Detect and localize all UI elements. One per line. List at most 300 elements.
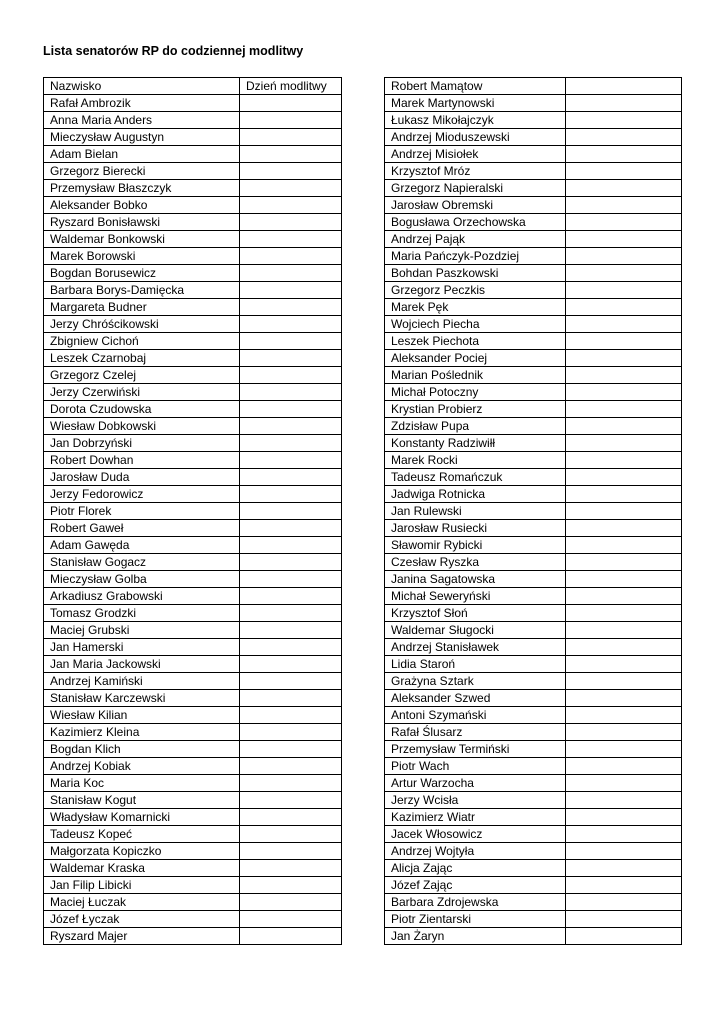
senator-name-cell: Marek Martynowski bbox=[385, 95, 566, 112]
table-row bbox=[44, 401, 342, 418]
senator-name-cell: Rafał Ambrozik bbox=[44, 95, 240, 112]
senator-name-cell: Ryszard Majer bbox=[44, 928, 240, 945]
table-row bbox=[44, 146, 342, 163]
prayer-day-cell bbox=[566, 503, 682, 520]
table-row bbox=[44, 673, 342, 690]
senator-name-cell: Antoni Szymański bbox=[385, 707, 566, 724]
table-row bbox=[44, 690, 342, 707]
senator-name-cell: Zbigniew Cichoń bbox=[44, 333, 240, 350]
prayer-day-cell bbox=[566, 792, 682, 809]
table-row bbox=[385, 146, 682, 163]
prayer-day-cell bbox=[566, 214, 682, 231]
prayer-day-cell bbox=[566, 180, 682, 197]
table-row bbox=[385, 316, 682, 333]
table-row bbox=[44, 503, 342, 520]
prayer-day-cell bbox=[240, 775, 342, 792]
senator-name-cell: Wiesław Dobkowski bbox=[44, 418, 240, 435]
prayer-day-cell bbox=[566, 673, 682, 690]
prayer-day-cell bbox=[566, 197, 682, 214]
prayer-day-cell bbox=[566, 316, 682, 333]
senator-name-cell: Jan Dobrzyński bbox=[44, 435, 240, 452]
senator-name-cell: Marian Poślednik bbox=[385, 367, 566, 384]
senator-name-cell: Lidia Staroń bbox=[385, 656, 566, 673]
senator-name-cell: Marek Borowski bbox=[44, 248, 240, 265]
prayer-day-cell bbox=[240, 928, 342, 945]
prayer-day-cell bbox=[566, 350, 682, 367]
senator-name-cell: Waldemar Bonkowski bbox=[44, 231, 240, 248]
prayer-day-cell bbox=[240, 605, 342, 622]
senator-name-cell: Kazimierz Wiatr bbox=[385, 809, 566, 826]
senator-name-cell: Artur Warzocha bbox=[385, 775, 566, 792]
table-row bbox=[44, 452, 342, 469]
prayer-day-cell bbox=[240, 622, 342, 639]
senator-name-cell: Aleksander Szwed bbox=[385, 690, 566, 707]
prayer-day-cell bbox=[566, 282, 682, 299]
prayer-day-cell bbox=[240, 401, 342, 418]
prayer-day-cell bbox=[240, 894, 342, 911]
prayer-day-cell bbox=[240, 435, 342, 452]
table-row bbox=[385, 452, 682, 469]
senator-name-cell: Jerzy Fedorowicz bbox=[44, 486, 240, 503]
senator-name-cell: Władysław Komarnicki bbox=[44, 809, 240, 826]
senator-name-cell: Jarosław Duda bbox=[44, 469, 240, 486]
prayer-day-cell bbox=[566, 163, 682, 180]
senator-name-cell: Kazimierz Kleina bbox=[44, 724, 240, 741]
prayer-day-cell bbox=[240, 724, 342, 741]
prayer-day-column-header: Dzień modlitwy bbox=[240, 78, 342, 95]
prayer-day-cell bbox=[566, 435, 682, 452]
prayer-day-cell bbox=[566, 384, 682, 401]
senator-name-cell: Andrzej Mioduszewski bbox=[385, 129, 566, 146]
prayer-day-cell bbox=[240, 520, 342, 537]
prayer-day-cell bbox=[240, 112, 342, 129]
prayer-day-cell bbox=[566, 775, 682, 792]
senator-name-cell: Jerzy Chróścikowski bbox=[44, 316, 240, 333]
senators-table-right bbox=[384, 77, 682, 945]
prayer-day-cell bbox=[566, 758, 682, 775]
senator-name-cell: Maciej Grubski bbox=[44, 622, 240, 639]
prayer-day-cell bbox=[240, 554, 342, 571]
senator-name-cell: Bohdan Paszkowski bbox=[385, 265, 566, 282]
table-row bbox=[385, 877, 682, 894]
prayer-day-cell bbox=[566, 299, 682, 316]
table-row bbox=[44, 656, 342, 673]
prayer-day-cell bbox=[566, 112, 682, 129]
table-row bbox=[44, 316, 342, 333]
prayer-day-cell bbox=[240, 571, 342, 588]
table-row bbox=[385, 384, 682, 401]
senators-table-left-body bbox=[44, 78, 342, 945]
table-row bbox=[44, 724, 342, 741]
prayer-day-cell bbox=[240, 860, 342, 877]
table-row bbox=[385, 775, 682, 792]
prayer-day-cell bbox=[566, 656, 682, 673]
prayer-day-cell bbox=[566, 877, 682, 894]
prayer-day-cell bbox=[566, 826, 682, 843]
table-row bbox=[44, 129, 342, 146]
senator-name-cell: Janina Sagatowska bbox=[385, 571, 566, 588]
prayer-day-cell bbox=[566, 554, 682, 571]
table-row bbox=[385, 826, 682, 843]
prayer-day-cell bbox=[566, 894, 682, 911]
prayer-day-cell bbox=[566, 129, 682, 146]
prayer-day-cell bbox=[240, 741, 342, 758]
senator-name-cell: Łukasz Mikołajczyk bbox=[385, 112, 566, 129]
table-row bbox=[44, 588, 342, 605]
prayer-day-cell bbox=[566, 860, 682, 877]
senator-name-cell: Marek Pęk bbox=[385, 299, 566, 316]
senator-name-cell: Andrzej Kobiak bbox=[44, 758, 240, 775]
senator-name-cell: Grzegorz Czelej bbox=[44, 367, 240, 384]
senator-name-cell: Alicja Zając bbox=[385, 860, 566, 877]
table-row bbox=[44, 792, 342, 809]
table-row bbox=[44, 95, 342, 112]
table-row bbox=[385, 758, 682, 775]
prayer-day-cell bbox=[566, 843, 682, 860]
table-row bbox=[385, 367, 682, 384]
table-row bbox=[385, 537, 682, 554]
prayer-day-cell bbox=[240, 248, 342, 265]
table-row bbox=[44, 520, 342, 537]
table-row bbox=[44, 843, 342, 860]
table-row bbox=[385, 112, 682, 129]
senator-name-cell: Stanisław Kogut bbox=[44, 792, 240, 809]
prayer-day-cell bbox=[240, 843, 342, 860]
table-row bbox=[44, 537, 342, 554]
senator-name-cell: Margareta Budner bbox=[44, 299, 240, 316]
senator-name-cell: Andrzej Misiołek bbox=[385, 146, 566, 163]
prayer-day-cell bbox=[566, 588, 682, 605]
prayer-day-cell bbox=[566, 486, 682, 503]
table-row bbox=[385, 265, 682, 282]
prayer-day-cell bbox=[240, 656, 342, 673]
table-row bbox=[44, 248, 342, 265]
senator-name-cell: Jarosław Obremski bbox=[385, 197, 566, 214]
table-row bbox=[385, 673, 682, 690]
table-row bbox=[44, 469, 342, 486]
senator-name-cell: Ryszard Bonisławski bbox=[44, 214, 240, 231]
table-row bbox=[44, 622, 342, 639]
senators-table-left bbox=[43, 77, 342, 945]
senator-name-cell: Stanisław Karczewski bbox=[44, 690, 240, 707]
prayer-day-cell bbox=[240, 503, 342, 520]
table-row bbox=[385, 792, 682, 809]
senator-name-cell: Maciej Łuczak bbox=[44, 894, 240, 911]
senator-name-cell: Michał Potoczny bbox=[385, 384, 566, 401]
senators-table-right-body bbox=[385, 78, 682, 945]
table-row bbox=[385, 928, 682, 945]
prayer-day-cell bbox=[240, 588, 342, 605]
prayer-day-cell bbox=[240, 690, 342, 707]
senator-name-cell: Bogdan Klich bbox=[44, 741, 240, 758]
table-row bbox=[385, 129, 682, 146]
table-row bbox=[44, 197, 342, 214]
table-row bbox=[44, 860, 342, 877]
prayer-day-cell bbox=[240, 333, 342, 350]
senator-name-cell: Anna Maria Anders bbox=[44, 112, 240, 129]
prayer-day-cell bbox=[240, 486, 342, 503]
table-row bbox=[385, 231, 682, 248]
prayer-day-cell bbox=[240, 265, 342, 282]
senator-name-cell: Krystian Probierz bbox=[385, 401, 566, 418]
table-row bbox=[44, 282, 342, 299]
prayer-day-cell bbox=[240, 197, 342, 214]
prayer-day-cell bbox=[240, 367, 342, 384]
prayer-day-cell bbox=[566, 809, 682, 826]
senator-name-cell: Mieczysław Golba bbox=[44, 571, 240, 588]
prayer-day-cell bbox=[240, 163, 342, 180]
prayer-day-cell bbox=[566, 248, 682, 265]
senator-name-cell: Grzegorz Bierecki bbox=[44, 163, 240, 180]
prayer-day-cell bbox=[566, 265, 682, 282]
table-row bbox=[44, 894, 342, 911]
senator-name-cell: Barbara Borys-Damięcka bbox=[44, 282, 240, 299]
table-row bbox=[385, 622, 682, 639]
prayer-day-cell bbox=[566, 622, 682, 639]
prayer-day-cell bbox=[566, 537, 682, 554]
senator-name-cell: Andrzej Wojtyła bbox=[385, 843, 566, 860]
table-row bbox=[44, 571, 342, 588]
table-row bbox=[44, 605, 342, 622]
prayer-day-cell bbox=[566, 571, 682, 588]
table-row bbox=[385, 214, 682, 231]
table-row bbox=[44, 333, 342, 350]
table-row bbox=[44, 741, 342, 758]
table-row bbox=[385, 180, 682, 197]
table-row bbox=[44, 911, 342, 928]
prayer-day-cell bbox=[566, 78, 682, 95]
table-row bbox=[385, 350, 682, 367]
prayer-day-cell bbox=[566, 911, 682, 928]
senator-name-cell: Tadeusz Kopeć bbox=[44, 826, 240, 843]
senator-name-cell: Bogdan Borusewicz bbox=[44, 265, 240, 282]
table-row bbox=[44, 639, 342, 656]
table-row bbox=[385, 656, 682, 673]
prayer-day-cell bbox=[566, 928, 682, 945]
table-row bbox=[385, 843, 682, 860]
senator-name-cell: Dorota Czudowska bbox=[44, 401, 240, 418]
senator-name-cell: Arkadiusz Grabowski bbox=[44, 588, 240, 605]
senator-name-cell: Leszek Czarnobaj bbox=[44, 350, 240, 367]
prayer-day-cell bbox=[566, 401, 682, 418]
prayer-day-cell bbox=[240, 911, 342, 928]
senator-name-cell: Leszek Piechota bbox=[385, 333, 566, 350]
prayer-day-cell bbox=[566, 707, 682, 724]
table-row bbox=[385, 401, 682, 418]
senator-name-cell: Piotr Wach bbox=[385, 758, 566, 775]
prayer-day-cell bbox=[566, 639, 682, 656]
table-row bbox=[385, 724, 682, 741]
table-row bbox=[385, 418, 682, 435]
table-row bbox=[385, 571, 682, 588]
table-row bbox=[385, 163, 682, 180]
table-row bbox=[385, 248, 682, 265]
senator-name-cell: Zdzisław Pupa bbox=[385, 418, 566, 435]
prayer-day-cell bbox=[566, 95, 682, 112]
table-row bbox=[385, 605, 682, 622]
senator-name-cell: Jan Filip Libicki bbox=[44, 877, 240, 894]
table-row bbox=[44, 214, 342, 231]
prayer-day-cell bbox=[240, 95, 342, 112]
senator-name-cell: Przemysław Błaszczyk bbox=[44, 180, 240, 197]
senator-name-cell: Maria Koc bbox=[44, 775, 240, 792]
table-row bbox=[44, 418, 342, 435]
senator-name-cell: Grzegorz Napieralski bbox=[385, 180, 566, 197]
senator-name-cell: Tadeusz Romańczuk bbox=[385, 469, 566, 486]
prayer-day-cell bbox=[566, 231, 682, 248]
prayer-day-cell bbox=[240, 418, 342, 435]
senator-name-cell: Michał Seweryński bbox=[385, 588, 566, 605]
table-row bbox=[44, 486, 342, 503]
prayer-day-cell bbox=[566, 690, 682, 707]
senator-name-cell: Stanisław Gogacz bbox=[44, 554, 240, 571]
prayer-day-cell bbox=[240, 877, 342, 894]
table-row bbox=[44, 367, 342, 384]
prayer-day-cell bbox=[240, 180, 342, 197]
table-row bbox=[385, 333, 682, 350]
prayer-day-cell bbox=[240, 350, 342, 367]
table-row bbox=[385, 690, 682, 707]
table-row bbox=[44, 707, 342, 724]
table-row bbox=[385, 894, 682, 911]
table-row bbox=[385, 860, 682, 877]
senator-name-cell: Tomasz Grodzki bbox=[44, 605, 240, 622]
senator-name-cell: Jadwiga Rotnicka bbox=[385, 486, 566, 503]
senator-name-cell: Marek Rocki bbox=[385, 452, 566, 469]
prayer-day-cell bbox=[240, 792, 342, 809]
senator-name-cell: Robert Dowhan bbox=[44, 452, 240, 469]
prayer-day-cell bbox=[566, 469, 682, 486]
senator-name-cell: Jacek Włosowicz bbox=[385, 826, 566, 843]
senator-name-cell: Robert Gaweł bbox=[44, 520, 240, 537]
senator-name-cell: Krzysztof Słoń bbox=[385, 605, 566, 622]
senator-name-cell: Aleksander Pociej bbox=[385, 350, 566, 367]
senator-name-cell: Barbara Zdrojewska bbox=[385, 894, 566, 911]
senator-name-cell: Jerzy Czerwiński bbox=[44, 384, 240, 401]
table-header-row bbox=[44, 78, 342, 95]
prayer-day-cell bbox=[240, 639, 342, 656]
senator-name-cell: Czesław Ryszka bbox=[385, 554, 566, 571]
prayer-day-cell bbox=[240, 231, 342, 248]
senator-name-cell: Józef Zając bbox=[385, 877, 566, 894]
table-row bbox=[44, 384, 342, 401]
prayer-day-cell bbox=[240, 809, 342, 826]
table-row bbox=[44, 180, 342, 197]
senator-name-cell: Jarosław Rusiecki bbox=[385, 520, 566, 537]
table-row bbox=[385, 639, 682, 656]
table-row bbox=[385, 95, 682, 112]
senator-name-cell: Józef Łyczak bbox=[44, 911, 240, 928]
prayer-day-cell bbox=[240, 826, 342, 843]
prayer-day-cell bbox=[566, 520, 682, 537]
table-row bbox=[44, 435, 342, 452]
page-title: Lista senatorów RP do codziennej modlitwy bbox=[43, 44, 304, 58]
prayer-day-cell bbox=[240, 707, 342, 724]
table-row bbox=[44, 809, 342, 826]
senator-name-cell: Rafał Ślusarz bbox=[385, 724, 566, 741]
name-column-header: Nazwisko bbox=[44, 78, 240, 95]
senator-name-cell: Małgorzata Kopiczko bbox=[44, 843, 240, 860]
senator-name-cell: Jan Hamerski bbox=[44, 639, 240, 656]
prayer-day-cell bbox=[240, 452, 342, 469]
table-row bbox=[44, 877, 342, 894]
senator-name-cell: Piotr Zientarski bbox=[385, 911, 566, 928]
table-row bbox=[385, 503, 682, 520]
table-row bbox=[385, 197, 682, 214]
prayer-day-cell bbox=[566, 146, 682, 163]
prayer-day-cell bbox=[566, 452, 682, 469]
table-row bbox=[385, 520, 682, 537]
table-row bbox=[385, 707, 682, 724]
senator-name-cell: Adam Bielan bbox=[44, 146, 240, 163]
senator-name-cell: Mieczysław Augustyn bbox=[44, 129, 240, 146]
table-row bbox=[44, 112, 342, 129]
senator-name-cell: Przemysław Termiński bbox=[385, 741, 566, 758]
senator-name-cell: Maria Pańczyk-Pozdziej bbox=[385, 248, 566, 265]
table-row bbox=[385, 809, 682, 826]
prayer-day-cell bbox=[566, 367, 682, 384]
senator-name-cell: Andrzej Kamiński bbox=[44, 673, 240, 690]
senator-name-cell: Jan Rulewski bbox=[385, 503, 566, 520]
table-row bbox=[44, 554, 342, 571]
prayer-day-cell bbox=[240, 537, 342, 554]
prayer-day-cell bbox=[566, 724, 682, 741]
table-row bbox=[385, 911, 682, 928]
table-row bbox=[385, 469, 682, 486]
prayer-day-cell bbox=[566, 741, 682, 758]
prayer-day-cell bbox=[240, 282, 342, 299]
table-row bbox=[385, 741, 682, 758]
table-row bbox=[44, 758, 342, 775]
senator-name-cell: Waldemar Sługocki bbox=[385, 622, 566, 639]
senator-name-cell: Konstanty Radziwiłł bbox=[385, 435, 566, 452]
prayer-day-cell bbox=[240, 316, 342, 333]
senator-name-cell: Aleksander Bobko bbox=[44, 197, 240, 214]
prayer-day-cell bbox=[566, 333, 682, 350]
table-row bbox=[44, 350, 342, 367]
senator-name-cell: Wojciech Piecha bbox=[385, 316, 566, 333]
table-row bbox=[44, 163, 342, 180]
senator-name-cell: Wiesław Kilian bbox=[44, 707, 240, 724]
prayer-day-cell bbox=[240, 299, 342, 316]
senator-name-cell: Adam Gawęda bbox=[44, 537, 240, 554]
senator-name-cell: Waldemar Kraska bbox=[44, 860, 240, 877]
table-row bbox=[385, 78, 682, 95]
senator-name-cell: Grzegorz Peczkis bbox=[385, 282, 566, 299]
table-row bbox=[44, 299, 342, 316]
senator-name-cell: Jan Maria Jackowski bbox=[44, 656, 240, 673]
table-row bbox=[385, 282, 682, 299]
senator-name-cell: Jerzy Wcisła bbox=[385, 792, 566, 809]
senator-name-cell: Sławomir Rybicki bbox=[385, 537, 566, 554]
prayer-day-cell bbox=[240, 214, 342, 231]
prayer-day-cell bbox=[240, 384, 342, 401]
table-row bbox=[44, 928, 342, 945]
table-row bbox=[44, 231, 342, 248]
senator-name-cell: Grażyna Sztark bbox=[385, 673, 566, 690]
prayer-day-cell bbox=[240, 758, 342, 775]
prayer-day-cell bbox=[240, 469, 342, 486]
table-row bbox=[44, 826, 342, 843]
senator-name-cell: Andrzej Stanisławek bbox=[385, 639, 566, 656]
prayer-day-cell bbox=[240, 129, 342, 146]
senator-name-cell: Robert Mamątow bbox=[385, 78, 566, 95]
prayer-day-cell bbox=[240, 146, 342, 163]
senator-name-cell: Andrzej Pająk bbox=[385, 231, 566, 248]
table-row bbox=[385, 486, 682, 503]
table-row bbox=[44, 775, 342, 792]
senator-name-cell: Piotr Florek bbox=[44, 503, 240, 520]
